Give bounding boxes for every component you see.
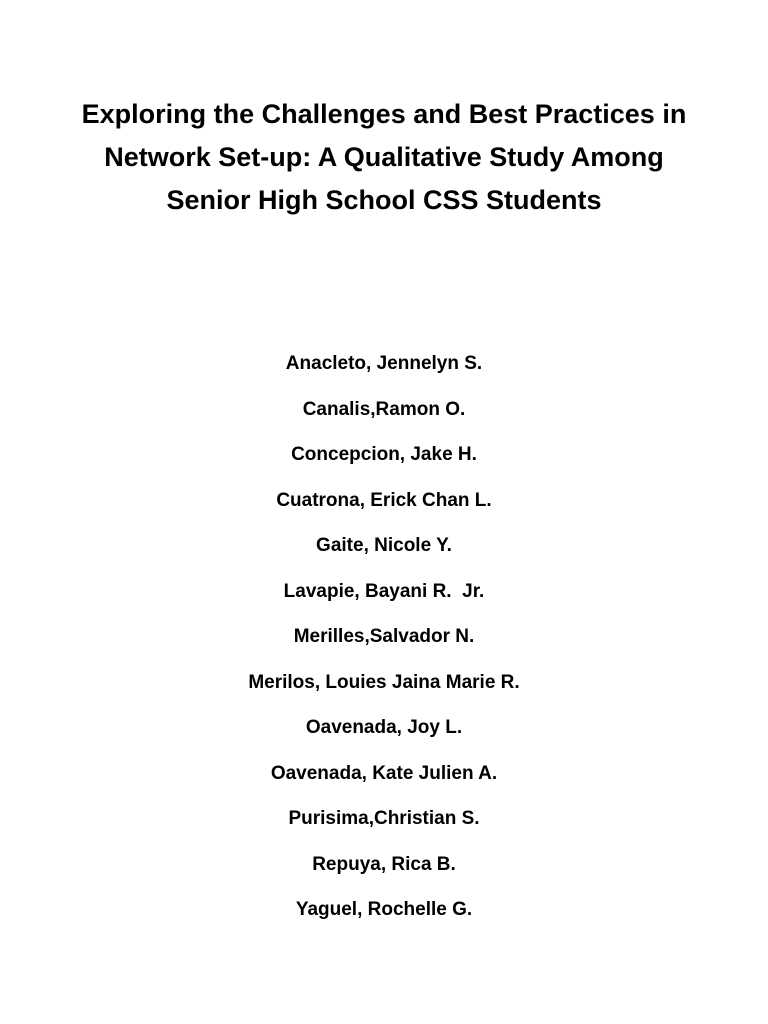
author-name: Anacleto, Jennelyn S.: [285, 353, 483, 374]
author-name: Merilles,Salvador N.: [293, 626, 475, 647]
title-line-2: Network Set-up: A Qualitative Study Among: [104, 142, 664, 172]
author-name: Oavenada, Joy L.: [305, 717, 463, 738]
author-name: Concepcion, Jake H.: [291, 444, 477, 465]
author-name: Oavenada, Kate Julien A.: [270, 762, 498, 784]
author-name: Merilos, Louies Jaina Marie R.: [248, 671, 520, 693]
author-name: Repuya, Rica B.: [312, 853, 456, 875]
author-name: Cuatrona, Erick Chan L.: [276, 489, 492, 511]
author-list: [0, 350, 768, 942]
author-name: Gaite, Nicole Y.: [316, 535, 452, 556]
title-line-3: Senior High School CSS Students: [166, 185, 602, 215]
author-name: Yaguel, Rochelle G.: [295, 899, 473, 920]
author-name: Purisima,Christian S.: [288, 808, 480, 829]
author-name: Canalis,Ramon O.: [302, 398, 466, 420]
title-line-1: Exploring the Challenges and Best Practices in: [81, 99, 687, 129]
document-title: [40, 93, 728, 222]
author-name: Lavapie, Bayani R. Jr.: [283, 580, 485, 602]
